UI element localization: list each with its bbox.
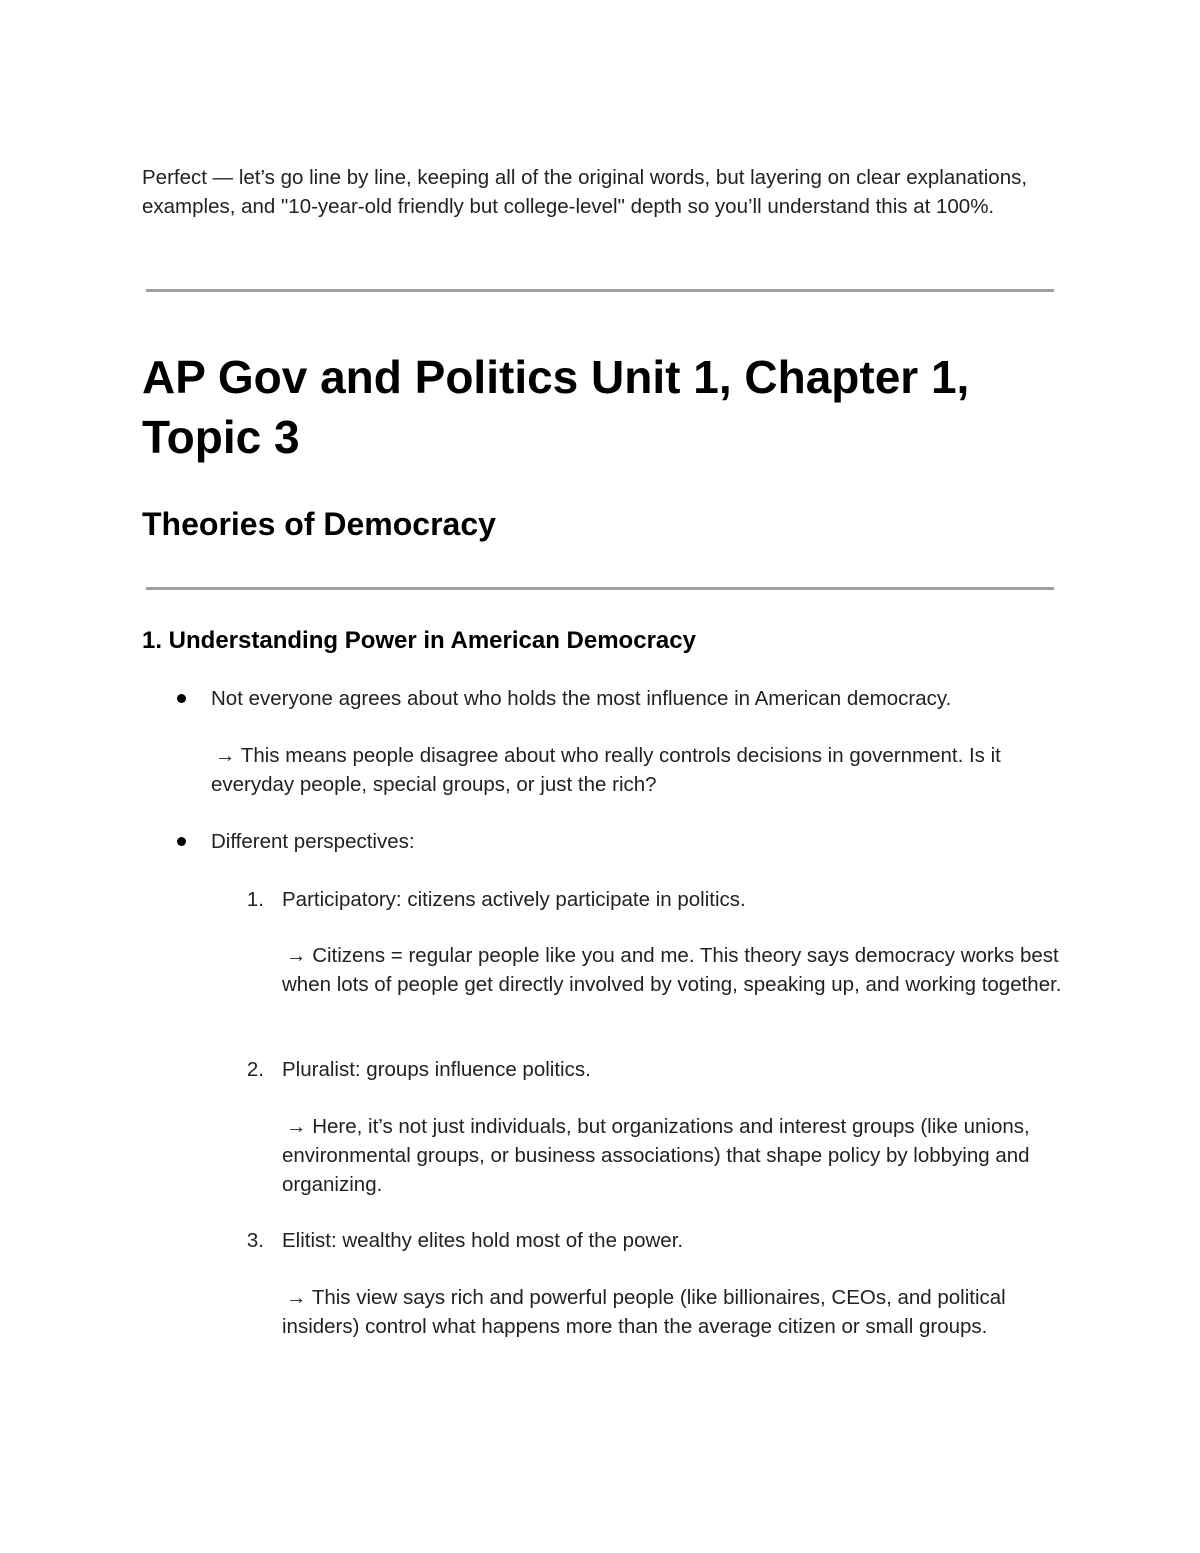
section-heading: 1. Understanding Power in American Democracy — [142, 627, 696, 654]
bullet-icon — [177, 694, 186, 703]
perspective-explanation: → This view says rich and powerful people (like billionaires, CEOs, and political insiders) control what happens more than the average citizen or small groups. — [282, 1286, 1006, 1338]
list-number: 2. — [246, 1058, 264, 1081]
list-number: 1. — [246, 888, 264, 911]
perspective-text: Elitist: wealthy elites hold most of the power. — [282, 1229, 684, 1252]
bullet-text: Different perspectives: — [211, 830, 415, 853]
perspective-explanation: → Here, it’s not just individuals, but organizations and interest groups (like unions, environmental groups, or business associations) that shape policy by lobbying and organizing. — [282, 1115, 1030, 1196]
page-title: AP Gov and Politics Unit 1, Chapter 1, Topic 3 — [142, 351, 970, 463]
perspective-explanation: → Citizens = regular people like you and me. This theory says democracy works best when lots of people get directly involved by voting, speaking up, and working together. — [282, 944, 1062, 996]
intro-paragraph: Perfect — let’s go line by line, keeping all of the original words, but layering on clear explanations, examples, and "10-year-old friendly but college-level" depth so you’ll understand this at 100%. — [142, 166, 1028, 218]
perspective-text: Pluralist: groups influence politics. — [282, 1058, 591, 1081]
horizontal-divider — [146, 289, 1054, 292]
list-number: 3. — [246, 1229, 264, 1252]
horizontal-divider — [146, 587, 1054, 590]
perspective-text: Participatory: citizens actively participate in politics. — [282, 888, 746, 911]
bullet-explanation: → This means people disagree about who really controls decisions in government. Is it everyday people, special groups, or just the rich? — [211, 744, 1001, 796]
bullet-text: Not everyone agrees about who holds the most influence in American democracy. — [211, 687, 952, 710]
bullet-icon — [177, 837, 186, 846]
page-subtitle: Theories of Democracy — [142, 506, 496, 542]
